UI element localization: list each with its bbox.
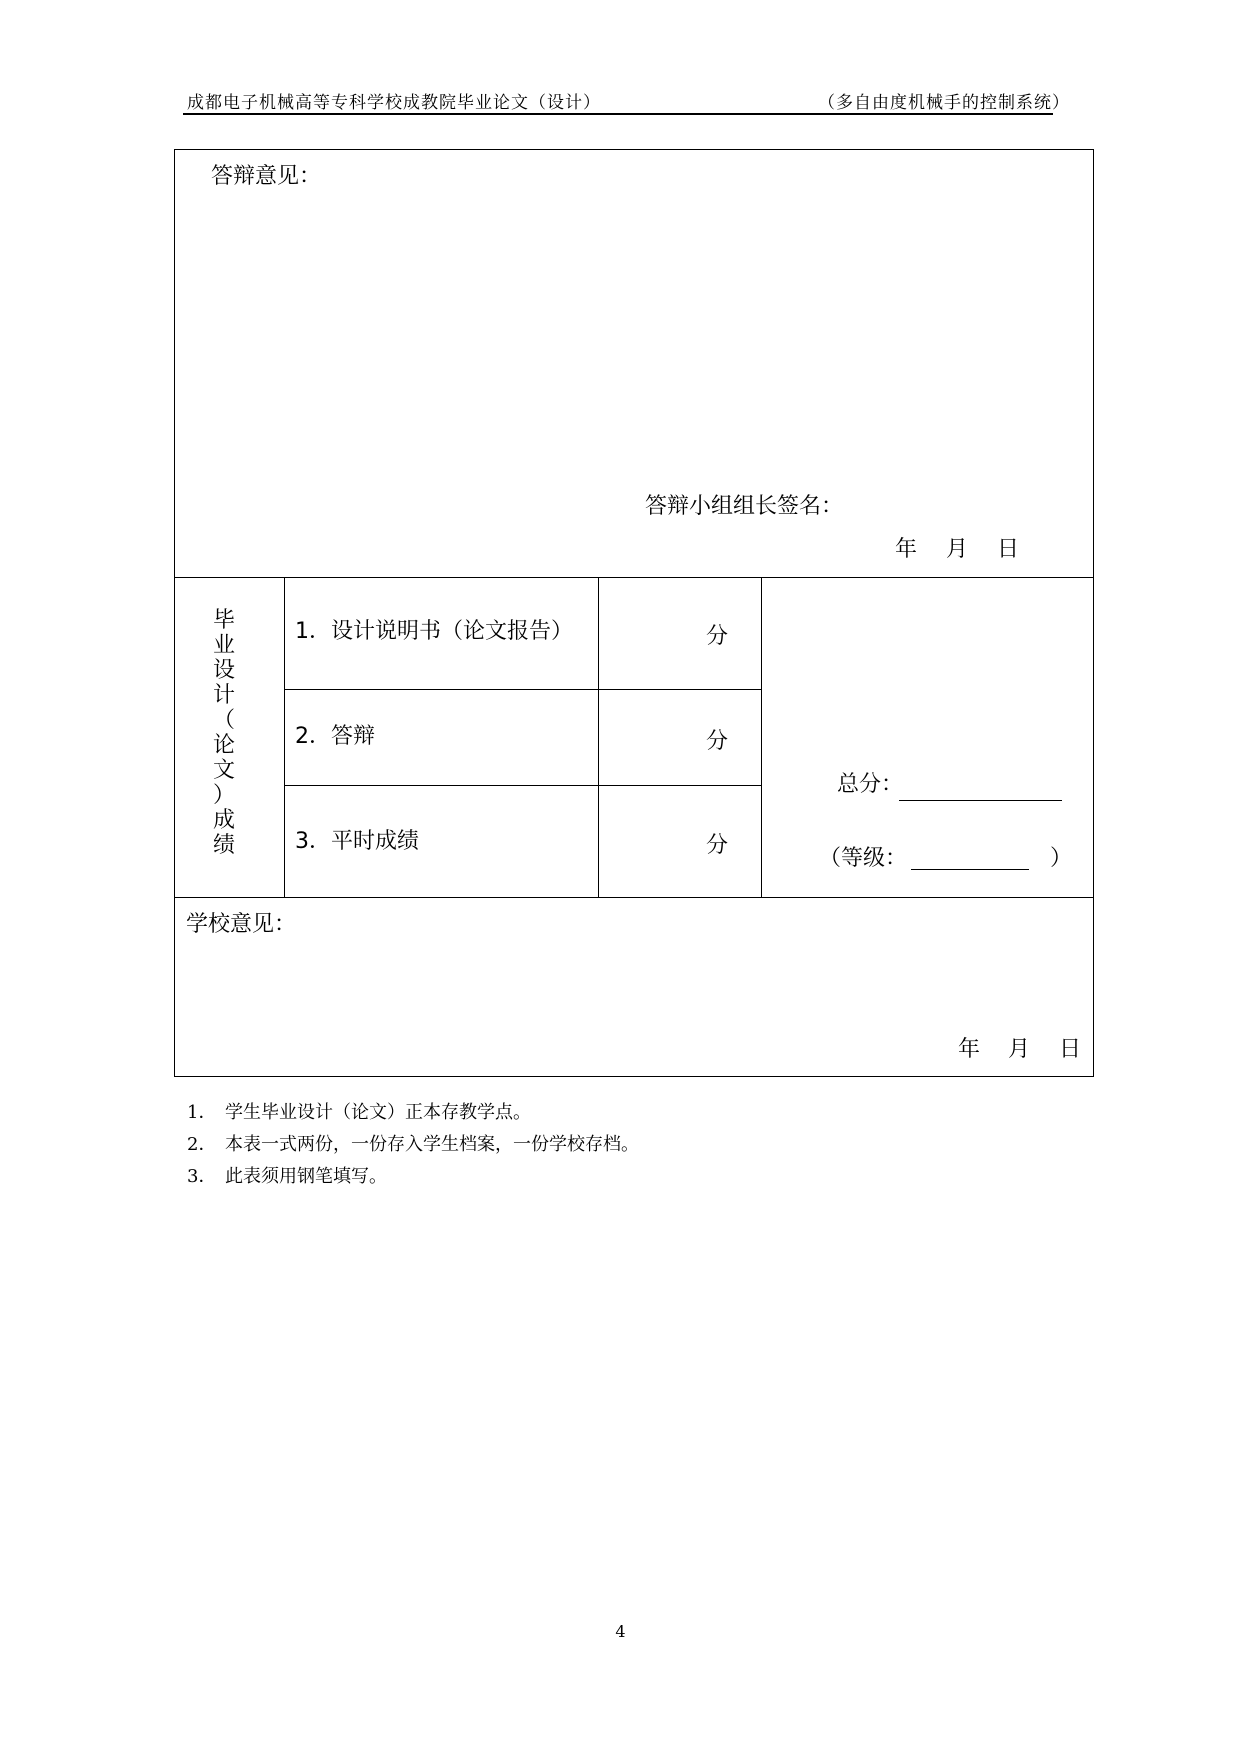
grade-item-unit: 分 — [706, 833, 729, 858]
grades-vertical-char: （ — [212, 708, 235, 733]
note-item — [187, 1161, 639, 1193]
school-date-month: 月 — [1008, 1037, 1031, 1062]
grades-vertical-char: 业 — [212, 633, 235, 658]
divider-grade-row-2 — [284, 785, 762, 786]
header-left-title: 成都电子机械高等专科学校成教院毕业论文（设计） — [187, 93, 601, 113]
notes-list — [187, 1097, 639, 1193]
total-score-blank — [899, 800, 1062, 801]
evaluation-form-table — [174, 149, 1094, 1077]
note-item — [187, 1129, 639, 1161]
divider-vertical-total — [761, 577, 762, 898]
note-text: 此表须用钢笔填写。 — [225, 1166, 387, 1187]
total-score-label: 总分： — [837, 772, 904, 797]
divider-vertical-label — [284, 577, 285, 898]
grade-item-label: 3．平时成绩 — [295, 829, 419, 854]
note-item — [187, 1097, 639, 1129]
school-date-year: 年 — [958, 1037, 981, 1062]
header-rule — [183, 113, 1053, 115]
note-text: 本表一式两份，一份存入学生档案，一份学校存档。 — [225, 1134, 639, 1155]
level-label-close: ） — [1050, 846, 1073, 871]
defense-date-month: 月 — [946, 537, 969, 562]
grades-vertical-char: 成 — [212, 808, 235, 833]
grades-vertical-label — [207, 608, 241, 858]
grade-item-label: 1．设计说明书（论文报告） — [295, 619, 573, 644]
school-date-day: 日 — [1059, 1037, 1082, 1062]
school-opinion-label: 学校意见： — [186, 912, 297, 937]
divider-grade-row-1 — [284, 689, 762, 690]
grades-vertical-char: 毕 — [212, 608, 235, 633]
defense-date-day: 日 — [997, 537, 1020, 562]
grades-vertical-char: 绩 — [212, 833, 235, 858]
header-right-title: （多自由度机械手的控制系统） — [818, 93, 1070, 113]
defense-date-year: 年 — [895, 537, 918, 562]
grades-vertical-char: 论 — [212, 733, 235, 758]
level-label-open: （等级： — [819, 846, 908, 871]
divider-vertical-score — [598, 577, 599, 898]
grade-item-label: 2．答辩 — [295, 724, 375, 749]
divider-defense-bottom — [174, 577, 1094, 578]
defense-leader-signature-label: 答辩小组组长签名： — [645, 494, 844, 519]
level-blank — [911, 869, 1029, 870]
note-number: 1． — [187, 1102, 217, 1123]
page-number: 4 — [615, 1622, 626, 1641]
note-number: 3． — [187, 1166, 217, 1187]
note-number: 2． — [187, 1134, 217, 1155]
grades-vertical-char: 文 — [212, 758, 235, 783]
grade-item-unit: 分 — [706, 624, 729, 649]
defense-opinion-label: 答辩意见： — [211, 164, 322, 189]
divider-grades-bottom — [174, 897, 1094, 898]
grades-vertical-char: ） — [212, 783, 235, 808]
grades-vertical-char: 设 — [212, 658, 235, 683]
grade-item-unit: 分 — [706, 729, 729, 754]
grades-vertical-char: 计 — [212, 683, 235, 708]
note-text: 学生毕业设计（论文）正本存教学点。 — [225, 1102, 531, 1123]
